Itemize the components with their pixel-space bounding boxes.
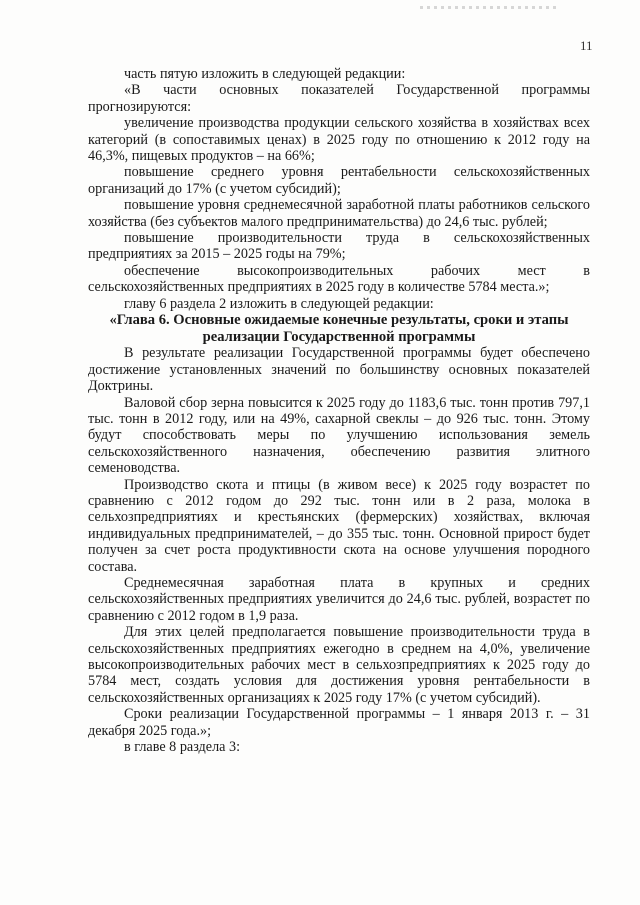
- paragraph: Среднемесячная заработная плата в крупных и средних сельскохозяйственных предприятиях увеличится до 24,6 тыс. рублей, возрастет по сравнению с 2012 годом в 1,9 раза.: [88, 574, 590, 624]
- paragraph: повышение среднего уровня рентабельности сельскохозяйственных организаций до 17% (с учетом субсидий);: [88, 164, 590, 197]
- document-body: [88, 66, 590, 755]
- paragraph: повышение уровня среднемесячной заработной платы работников сельского хозяйства (без субъектов малого предпринимательства) до 24,6 тыс. рублей;: [88, 197, 590, 230]
- paragraph: в главе 8 раздела 3:: [124, 739, 241, 756]
- paragraph: часть пятую изложить в следующей редакции:: [124, 66, 406, 82]
- paragraph: Сроки реализации Государственной программы – 1 января 2013 г. – 31 декабря 2025 года.»;: [88, 706, 590, 739]
- paragraph: В результате реализации Государственной программы будет обеспечено достижение установленных значений по большинству основных показателей Доктрины.: [88, 345, 590, 395]
- paragraph: Валовой сбор зерна повысится к 2025 году до 1183,6 тыс. тонн против 797,1 тыс. тонн в 2012 году, или на 49%, сахарной свеклы – до 926 тыс. тонн. Этому будут способствовать меры по улучшению использования земель сельскохозяйственного назначения, обеспечению развития элитного семеноводства.: [88, 394, 590, 477]
- paragraph: главу 6 раздела 2 изложить в следующей редакции:: [124, 295, 434, 312]
- page-number: 11: [580, 38, 593, 53]
- paragraph: повышение производительности труда в сельскохозяйственных предприятиях за 2015 – 2025 годы на 79%;: [88, 230, 590, 263]
- chapter-heading: «Глава 6. Основные ожидаемые конечные результаты, сроки и этапы реализации Государственной программы: [109, 312, 569, 345]
- scan-artifact: [420, 6, 560, 9]
- paragraph: Производство скота и птицы (в живом весе) к 2025 году возрастет по сравнению с 2012 годом до 292 тыс. тонн или в 2 раза, молока в сельхозпредприятиях и крестьянских (фермерских) хозяйствах, включая индивидуальных предпринимателей, – до 355 тыс. тонн. Основной прирост будет получен за счет роста продуктивности скота на основе улучшения породного состава.: [88, 476, 590, 575]
- paragraph: «В части основных показателей Государственной программы прогнозируются:: [88, 82, 590, 115]
- paragraph: Для этих целей предполагается повышение производительности труда в сельскохозяйственных предприятиях ежегодно в среднем на 4,0%, увеличение высокопроизводительных рабочих мест в сельхозпредприятиях к 2025 году до 5784 мест, создать условия для достижения уровня рентабельности в сельскохозяйственных организациях к 2025 году 17% (с учетом субсидий).: [88, 624, 590, 706]
- paragraph: обеспечение высокопроизводительных рабочих мест в сельскохозяйственных предприятиях в 2025 году в количестве 5784 места.»;: [88, 262, 590, 296]
- paragraph: увеличение производства продукции сельского хозяйства в хозяйствах всех категорий (в сопоставимых ценах) в 2025 году по отношению к 2012 году на 46,3%, пищевых продуктов – на 66%;: [88, 115, 590, 165]
